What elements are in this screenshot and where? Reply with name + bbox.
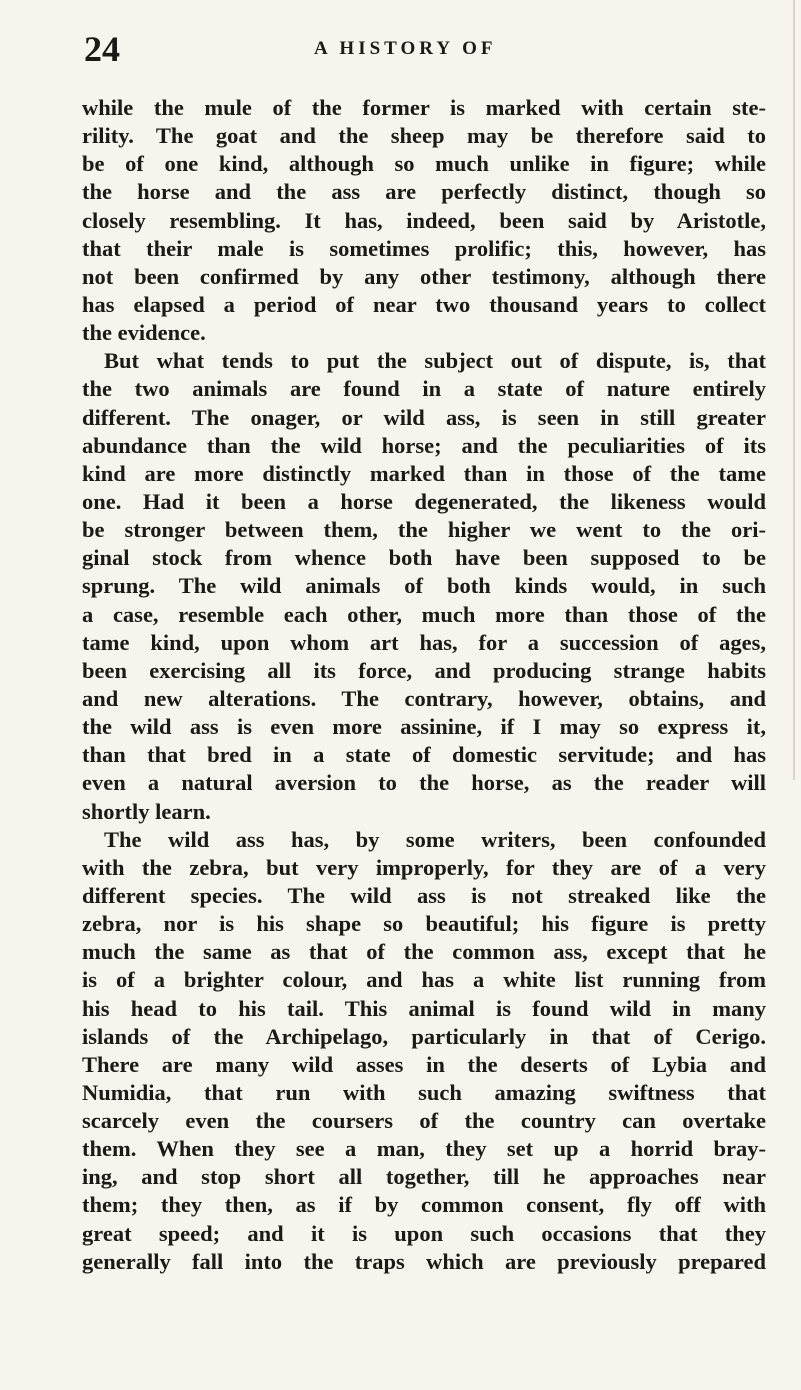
text-line: the evidence.: [82, 320, 206, 346]
text-line: with the zebra, but very improperly, for they are of a very: [82, 854, 766, 880]
text-line: has elapsed a period of near two thousand years to collect: [82, 291, 766, 317]
text-line: is of a brighter colour, and has a white list running from: [82, 967, 766, 993]
text-line: not been confirmed by any other testimony, although there: [82, 263, 766, 289]
text-line: the horse and the ass are perfectly distinct, though so: [82, 179, 766, 205]
text-line: tame kind, upon whom art has, for a succession of ages,: [82, 629, 766, 655]
text-line: them; they then, as if by common consent, fly off with: [82, 1192, 766, 1218]
text-line: zebra, nor is his shape so beautiful; his figure is pretty: [82, 911, 766, 937]
text-line: and new alterations. The contrary, however, obtains, and: [82, 685, 766, 711]
body-text: [82, 94, 766, 1276]
text-line: shortly learn.: [82, 798, 211, 824]
text-line: the wild ass is even more assinine, if I may so express it,: [82, 714, 766, 740]
text-line: be of one kind, although so much unlike in figure; while: [82, 151, 766, 177]
text-line: generally fall into the traps which are previously prepared: [82, 1248, 766, 1274]
text-line: ginal stock from whence both have been supposed to be: [82, 545, 766, 571]
text-line: different species. The wild ass is not streaked like the: [82, 882, 766, 908]
text-line: kind are more distinctly marked than in those of the tame: [82, 460, 766, 486]
text-line: ing, and stop short all together, till he approaches near: [82, 1164, 766, 1190]
text-line: different. The onager, or wild ass, is seen in still greater: [82, 404, 766, 430]
text-line: sprung. The wild animals of both kinds would, in such: [82, 573, 766, 599]
text-line: a case, resemble each other, much more than those of the: [82, 601, 766, 627]
text-line: even a natural aversion to the horse, as the reader will: [82, 770, 766, 796]
page-edge-line: [793, 0, 795, 780]
page-number: 24: [84, 29, 120, 69]
text-line: be stronger between them, the higher we went to the ori-: [82, 517, 766, 543]
text-line: great speed; and it is upon such occasions that they: [82, 1220, 766, 1246]
text-line: But what tends to put the subject out of dispute, is, that: [104, 348, 766, 374]
text-line: much the same as that of the common ass, except that he: [82, 939, 766, 965]
text-line: scarcely even the coursers of the country can overtake: [82, 1108, 766, 1134]
text-line: them. When they see a man, they set up a horrid bray-: [82, 1136, 766, 1162]
text-line: Numidia, that run with such amazing swiftness that: [82, 1079, 766, 1105]
text-line: abundance than the wild horse; and the peculiarities of its: [82, 432, 766, 458]
text-line: closely resembling. It has, indeed, been said by Aristotle,: [82, 207, 766, 233]
text-line: while the mule of the former is marked with certain ste-: [82, 95, 766, 120]
text-line: been exercising all its force, and producing strange habits: [82, 657, 766, 683]
text-line: than that bred in a state of domestic servitude; and has: [82, 742, 766, 768]
text-line: There are many wild asses in the deserts of Lybia and: [82, 1051, 766, 1077]
text-line: his head to his tail. This animal is found wild in many: [82, 995, 766, 1021]
text-line: islands of the Archipelago, particularly in that of Cerigo.: [82, 1023, 766, 1049]
text-line: that their male is sometimes prolific; this, however, has: [82, 235, 766, 261]
text-line: one. Had it been a horse degenerated, the likeness would: [82, 488, 766, 514]
running-title: A HISTORY OF: [314, 38, 497, 59]
text-line: the two animals are found in a state of nature entirely: [82, 376, 766, 402]
text-line: The wild ass has, by some writers, been confounded: [104, 826, 766, 852]
page-header: [84, 28, 764, 76]
text-line: rility. The goat and the sheep may be therefore said to: [82, 123, 766, 149]
